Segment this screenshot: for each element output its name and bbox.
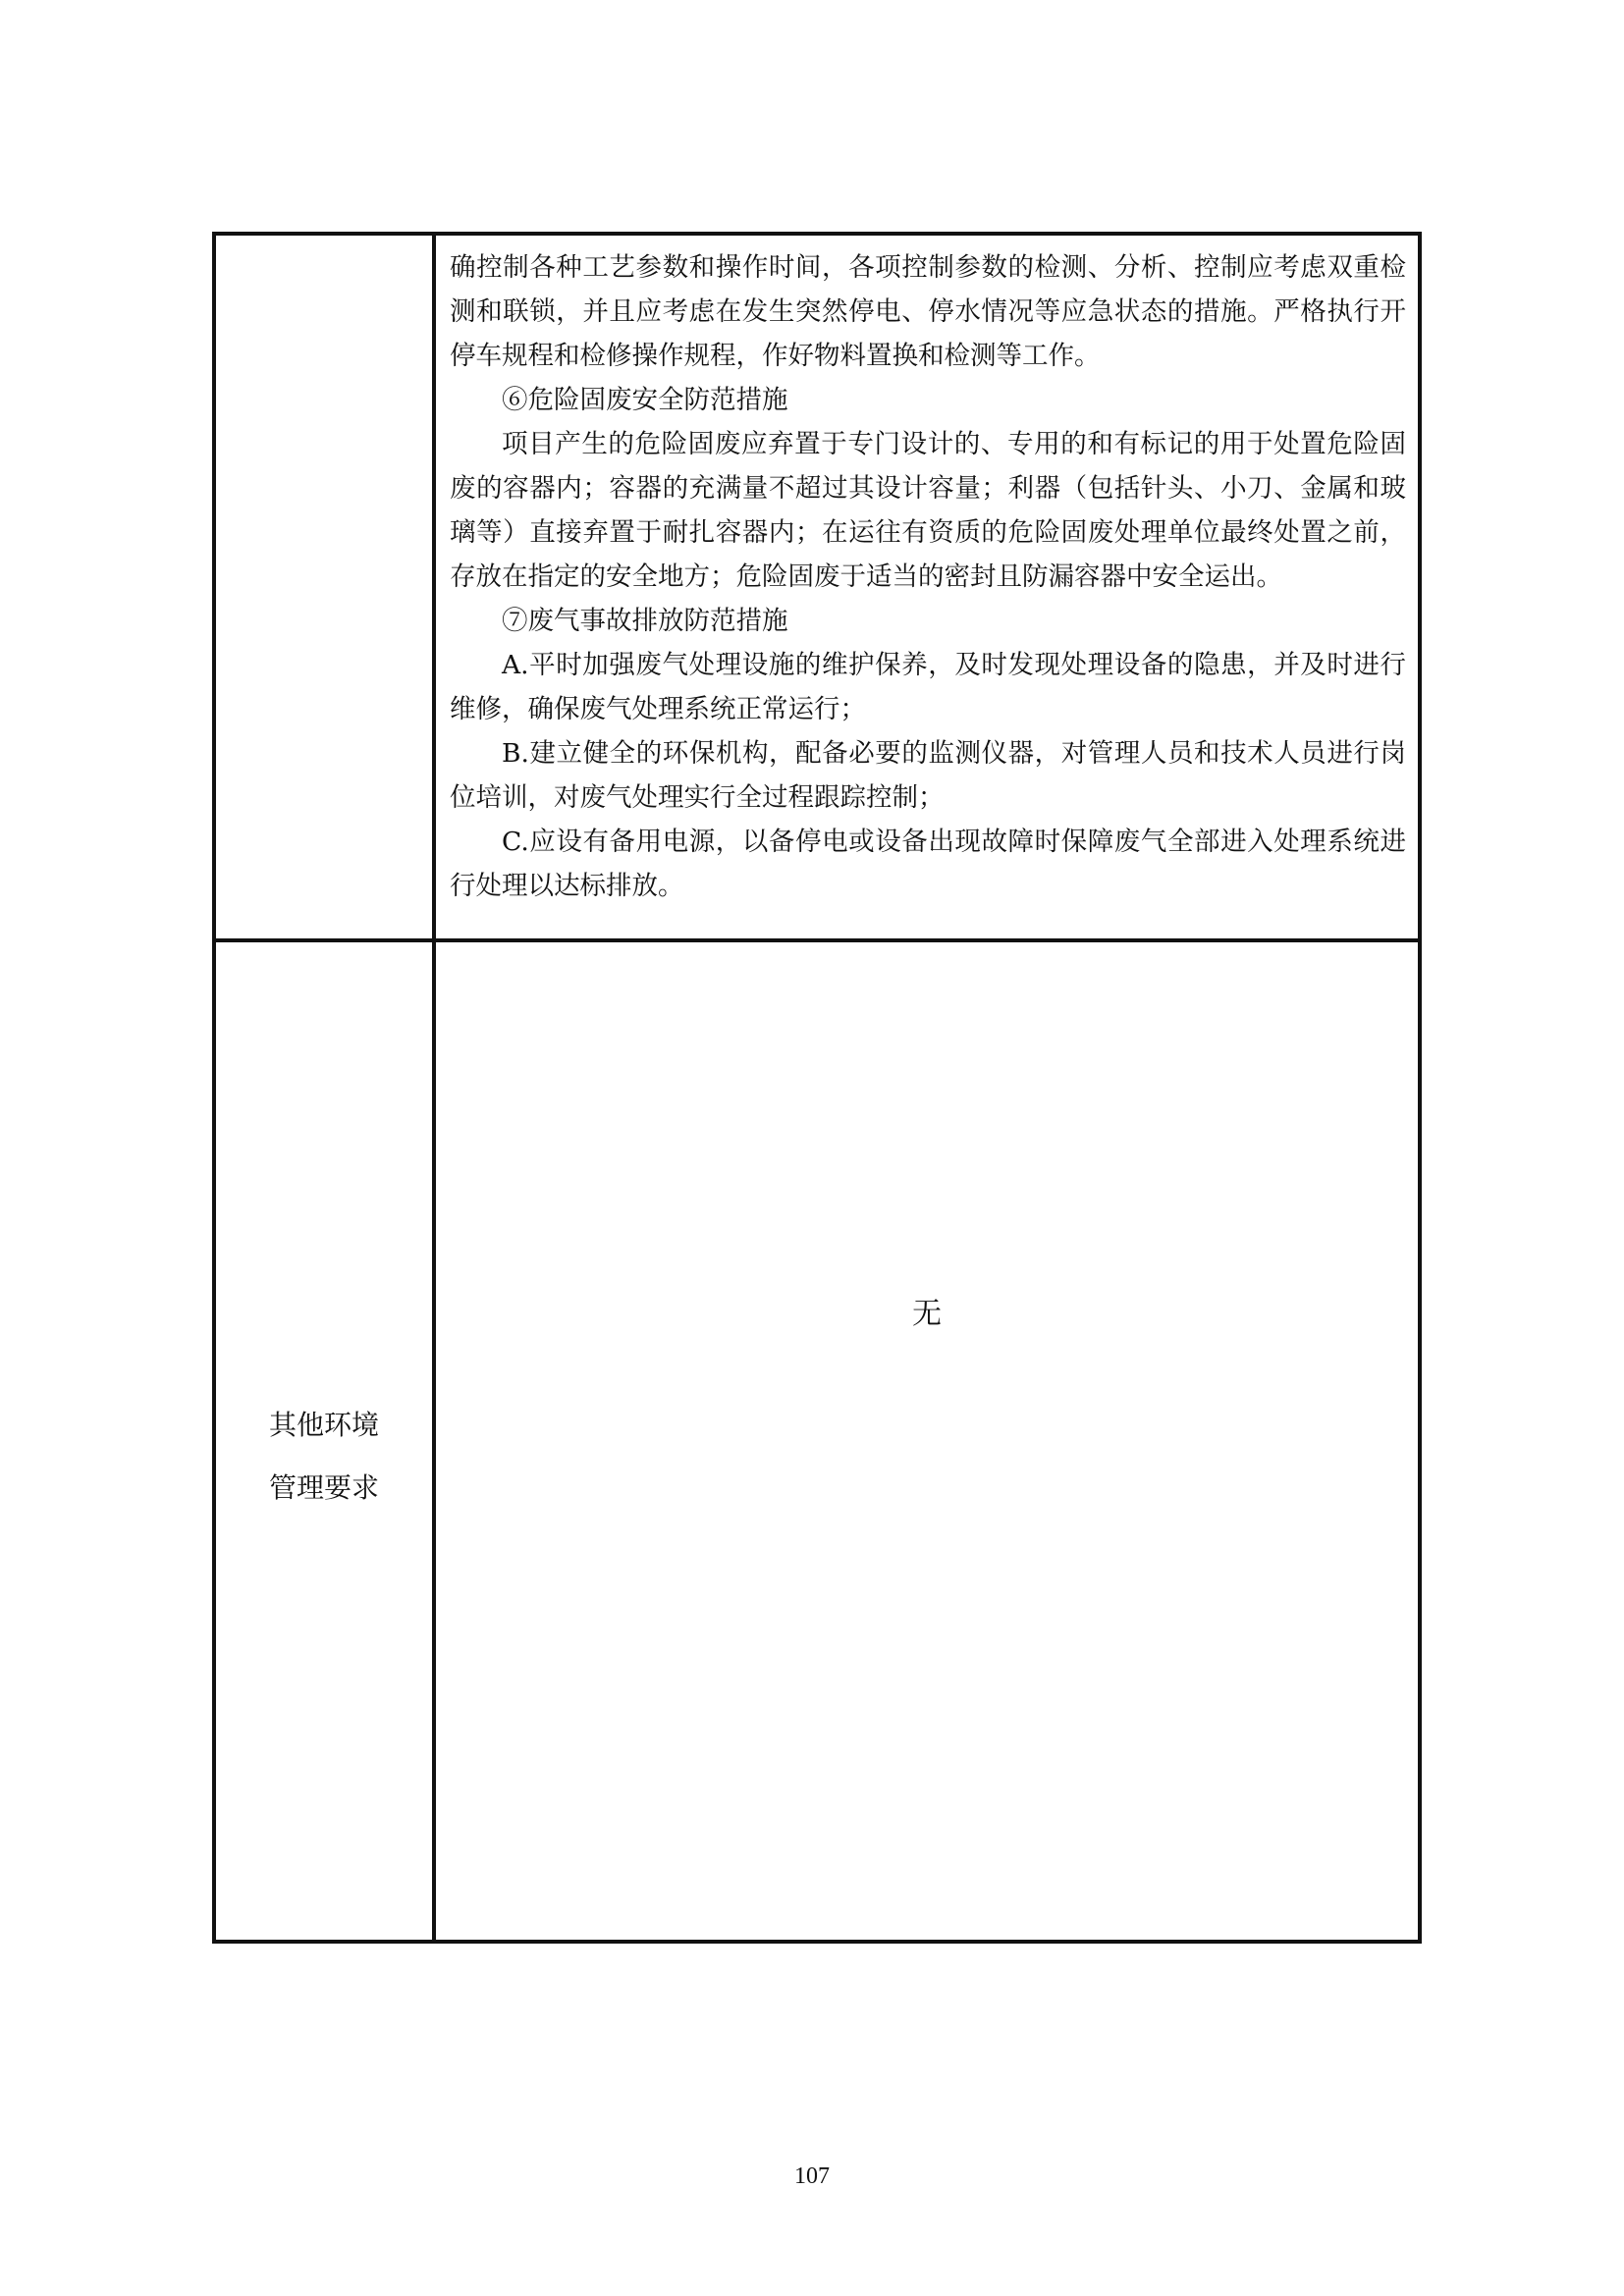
row2-content-cell — [434, 940, 1420, 1942]
measures-text — [436, 236, 1418, 914]
table-row — [214, 234, 1420, 940]
label-line-2: 管理要求 — [268, 1471, 379, 1504]
paragraph-item-b: B.建立健全的环保机构，配备必要的监测仪器，对管理人员和技术人员进行岗位培训，对废气处理实行全过程跟踪控制； — [450, 738, 1406, 813]
none-value: 无 — [912, 1297, 942, 1331]
heading-exhaust-accident: ⑦废气事故排放防范措施 — [502, 606, 788, 636]
label-line-1: 其他环境 — [268, 1409, 379, 1441]
paragraph-hazardous-waste: 项目产生的危险固废应弃置于专门设计的、专用的和有标记的用于处置危险固废的容器内；容器的充满量不超过其设计容量；利器（包括针头、小刀、金属和玻璃等）直接弃置于耐扎容器内；在运往有资质的危险固废处理单位最终处置之前，存放在指定的安全地方；危险固废于适当的密封且防漏容器中安全运出。 — [450, 429, 1406, 592]
table-row — [214, 940, 1420, 1942]
paragraph-item-a: A.平时加强废气处理设施的维护保养，及时发现处理设备的隐患，并及时进行维修，确保废气处理系统正常运行； — [450, 650, 1406, 724]
document-table — [212, 232, 1422, 1944]
row1-label-cell — [214, 234, 434, 940]
page-number: 107 — [794, 2163, 830, 2189]
paragraph-item-c: C.应设有备用电源，以备停电或设备出现故障时保障废气全部进入处理系统进行处理以达标排放。 — [450, 827, 1406, 901]
paragraph-process-control: 确控制各种工艺参数和操作时间，各项控制参数的检测、分析、控制应考虑双重检测和联锁，并且应考虑在发生突然停电、停水情况等应急状态的措施。严格执行开停车规程和检修操作规程，作好物料置换和检测等工作。 — [450, 252, 1406, 371]
row2-label-cell — [214, 940, 434, 1942]
other-requirements-label — [216, 1394, 432, 1520]
heading-hazardous-waste: ⑥危险固废安全防范措施 — [502, 385, 788, 415]
row1-content-cell — [434, 234, 1420, 940]
